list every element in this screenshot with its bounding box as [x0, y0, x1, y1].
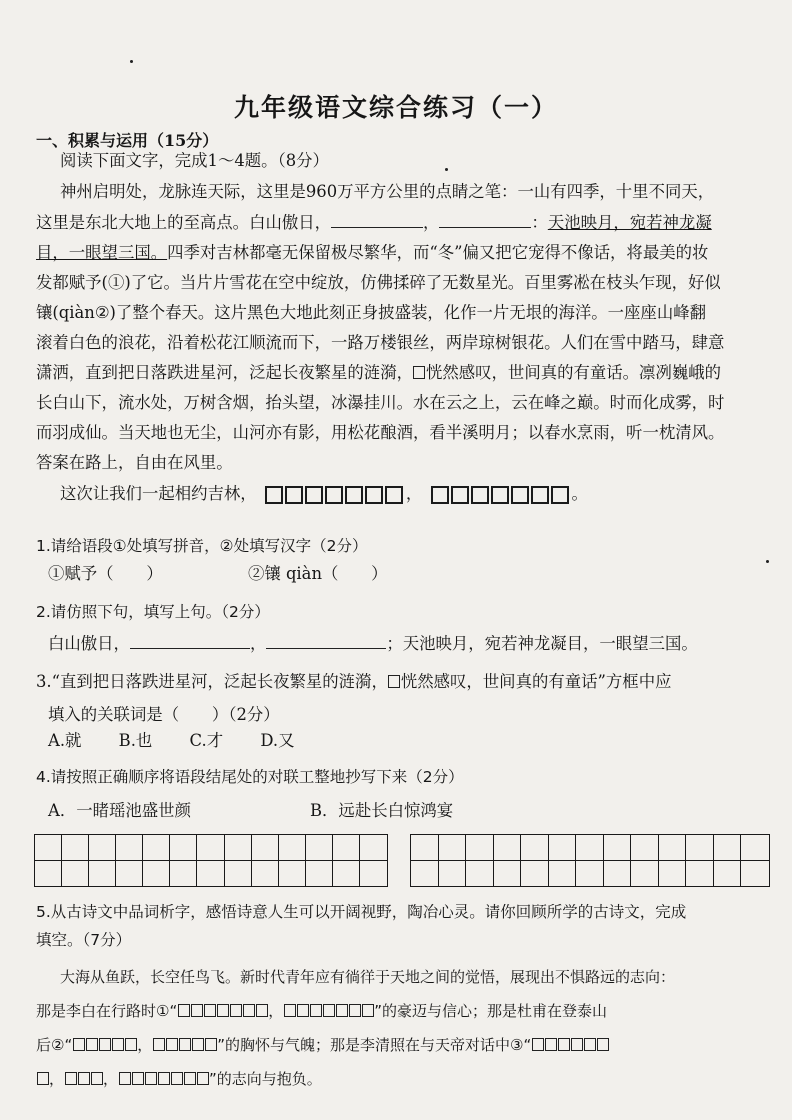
question-3: 3.“直到把日落跌进星河，泛起长夜繁星的涟漪， 恍然感叹，世间真的有童话”方框中应	[36, 672, 672, 691]
option-a[interactable]: A.就	[48, 731, 82, 750]
scan-speck	[445, 168, 448, 171]
q5-paragraph-line-2: 那是李白在行路时①“ ， ”的豪迈与信心；那是杜甫在登泰山	[36, 1002, 608, 1020]
q1-answer-a[interactable]: ①赋予（ ）	[48, 564, 163, 583]
answer-box-group[interactable]	[531, 1036, 609, 1054]
option-b: B．远赴长白惊鸿宴	[310, 801, 454, 820]
question-2: 2.请仿照下句，填写上句。（2分）	[36, 603, 270, 621]
q3-line-2: 填入的关联词是（ ）（2分）	[48, 705, 280, 724]
passage-line-10: 答案在路上，自由在风里。	[36, 453, 233, 472]
answer-blank[interactable]	[439, 210, 531, 228]
option-c[interactable]: C.才	[189, 731, 224, 750]
question-4: 4.请按照正确顺序将语段结尾处的对联工整地抄写下来（2分）	[36, 768, 464, 786]
answer-box-group[interactable]	[36, 1070, 49, 1088]
answer-box-group[interactable]	[118, 1070, 209, 1088]
q1-answer-b[interactable]: ②镶 qiàn（ ）	[247, 564, 388, 583]
q3-options	[48, 726, 764, 756]
scan-speck	[130, 60, 133, 63]
q5-paragraph-line-4: ， ， ”的志向与抱负。	[36, 1064, 764, 1094]
answer-box-group[interactable]	[64, 1070, 103, 1088]
option-a: A．一睹瑶池盛世颜	[48, 801, 191, 820]
passage-line-6: 滚着白色的浪花，沿着松花江顺流而下，一路万楼银丝，两岸琼树银花。人们在雪中踏马，肆意	[36, 333, 725, 352]
question-5-line-2: 填空。（7分）	[36, 931, 132, 949]
answer-box[interactable]	[413, 366, 425, 379]
question-1: 1.请给语段①处填写拼音，②处填写汉字（2分）	[36, 537, 368, 555]
couplet-box-group-2[interactable]	[431, 486, 569, 504]
question-5-line-1: 5.从古诗文中品词析字，感悟诗意人生可以开阔视野，陶冶心灵。请你回顾所学的古诗文，完成	[36, 903, 687, 921]
passage-line-8: 长白山下，流水处，万树含烟，抬头望，冰瀑挂川。水在云之上，云在峰之巅。时而化成雾，时	[36, 393, 725, 412]
underlined-text: 天池映月，宛若神龙凝	[547, 213, 712, 232]
passage-line-2: 这里是东北大地上的至高点。白山傲日， ， ：天池映月，宛若神龙凝	[36, 208, 764, 238]
section-heading: 一、积累与运用（15分）	[36, 131, 219, 150]
passage-line-4: 发都赋予(①)了它。当片片雪花在空中绽放，仿佛揉碎了无数星光。百里雾凇在枝头乍现，好似	[36, 273, 721, 292]
answer-blank[interactable]	[130, 631, 250, 649]
couplet-box-group-1[interactable]	[265, 486, 403, 504]
q1-answer-row	[48, 559, 764, 589]
q4-options	[48, 796, 764, 826]
passage-line-7: 潇洒，直到把日落跌进星河，泛起长夜繁星的涟漪， 恍然感叹，世间真的有童话。凛冽巍峨的	[36, 363, 722, 382]
answer-box-group[interactable]	[72, 1036, 137, 1054]
passage-line-9: 而羽成仙。当天地也无尘，山河亦有影，用松花酿酒，看半溪明月；以春水烹雨，听一枕清风。	[36, 423, 725, 442]
q5-paragraph-line-1: 大海从鱼跃，长空任鸟飞。新时代青年应有徜徉于天地之间的觉悟，展现出不惧路远的志向：	[60, 968, 676, 986]
q2-answer-row: 白山傲日， ， ；天池映月，宛若神龙凝目，一眼望三国。	[48, 629, 764, 659]
page-title: 九年级语文综合练习（一）	[233, 93, 558, 122]
answer-blank[interactable]	[266, 631, 386, 649]
underlined-text: 目，一眼望三国。	[36, 243, 168, 262]
couplet-writing-grid-1[interactable]	[34, 834, 388, 887]
answer-box-group[interactable]	[152, 1036, 217, 1054]
passage-line-11: 这次让我们一起相约吉林， ， 。	[60, 484, 588, 503]
option-b[interactable]: B.也	[118, 731, 153, 750]
couplet-writing-grid-2[interactable]	[410, 834, 770, 887]
option-d[interactable]: D.又	[260, 731, 295, 750]
passage-line-3: 目，一眼望三国。四季对吉林都毫无保留极尽繁华，而“冬”偏又把它宠得不像话，将最美的妆	[36, 243, 709, 262]
answer-box[interactable]	[388, 675, 400, 688]
passage-line-1: 神州启明处，龙脉连天际，这里是960万平方公里的点睛之笔：一山有四季，十里不同天，	[60, 182, 715, 201]
q5-paragraph-line-3: 后②“ ， ”的胸怀与气魄；那是李清照在与天帝对话中③“	[36, 1030, 764, 1060]
answer-box-group[interactable]	[283, 1002, 374, 1020]
reading-instruction: 阅读下面文字，完成1～4题。（8分）	[60, 151, 329, 170]
answer-box-group[interactable]	[177, 1002, 268, 1020]
scan-speck	[766, 560, 769, 563]
passage-line-5: 镶(qiàn②)了整个春天。这片黑色大地此刻正身披盛装，化作一片无垠的海洋。一座座山峰翻	[36, 303, 706, 322]
answer-blank[interactable]	[331, 210, 423, 228]
